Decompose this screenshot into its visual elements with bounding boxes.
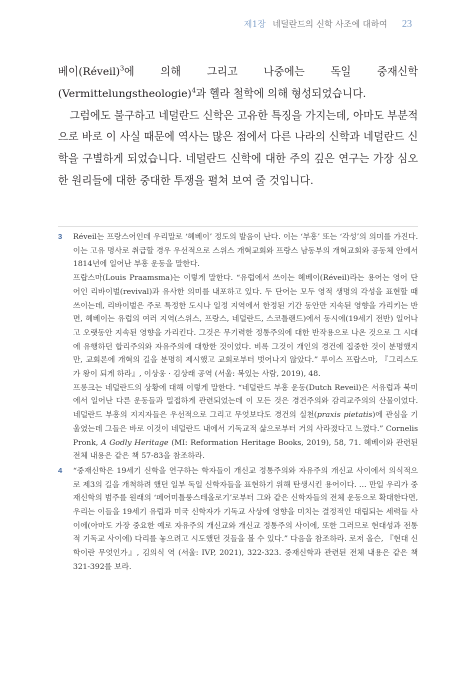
footnote-3-latin-term: praxis pietatis [317, 410, 373, 420]
footnote-4-paragraph-1: “중재신학은 19세기 신학을 연구하는 학자들이 개신교 정통주의와 자유주의 개신교 사이에서 의식적으로 제3의 길을 개척하려 했던 일부 독일 신학자들을 표현하기 위해 탄생시킨 용어이다. … 만일 우리가 중재신학의 범주를 원래의 ‘페어미틀룽스테올로기’로부터 그와 같은 신학자들의 전체 운동으로 확대한다면, 우리는 이들을 19세기 유럽과 미국 신학자가 기독교 사상에 영향을 미치는 결정적인 대립되는 세력들 사이에(아마도 가장 중요한 예로 자유주의 개신교와 개신교 정통주의 사이에, 또한 그러므로 현대성과 전통적 기독교 사이에) 다리를 놓으려고 시도했던 것들을 볼 수 있다.” 다음을 참조하라. 로저 올슨, 『현대 신학이란 무엇인가』, 김의식 역 (서울: IVP, 2021), 322-323. 중재신학과 관련된 전체 내용은 같은 책 321-392를 보라. [73, 465, 418, 571]
running-header [244, 18, 412, 30]
chapter-label: 제1장 [243, 20, 266, 30]
footnote-3 [58, 230, 418, 463]
footnote-divider [58, 226, 418, 227]
footnote-3-text-b: )에 관심을 기울였는데 그들은 바로 이것이 네덜란드 내에서 기독교적 삶으로부터 거의 사라졌다고 느꼈다.” Cornelis Pronk, [73, 410, 419, 447]
footnote-4 [58, 464, 418, 574]
footnotes [58, 230, 418, 575]
paragraph-2: 그럼에도 불구하고 네덜란드 신학은 고유한 특징을 가지는데, 아마도 부분적으로 바로 이 사실 때문에 역사는 많은 점에서 다른 나라의 신학과 네덜란드 신학을 구별하게 되었습니다. 네덜란드 신학에 대한 주의 깊은 연구는 가장 심오한 원리들에 대한 중대한 투쟁을 펼쳐 보여 줄 것입니다. [58, 109, 418, 187]
footnote-3-text-a: 프롱크는 네덜란드의 상황에 대해 이렇게 말한다. “네덜란드 부흥 운동(Dutch Reveil)은 서유럽과 북미에서 일어난 다른 운동들과 밀접하게 관련되었는데 이 모든 것은 경건주의와 감리교주의의 산물이었다. 네덜란드 부흥의 지지자들은 우선적으로 그리고 무엇보다도 경건의 실천( [73, 382, 418, 420]
paragraph-1 [58, 62, 418, 106]
footnote-3-paragraph-2: 프랍스마(Louis Praamsma)는 이렇게 말한다. “유럽에서 쓰이는 혜베이(Réveil)라는 용어는 영어 단어인 리바이벌(revival)과 유사한 의미를 내포하고 있다. 두 단어는 모두 영적 생명의 각성을 표현할 때 쓰이는데, 리바이벌은 주로 특정한 도시나 일정 지역에서 한정된 기간 동안만 지속된 영향을 가리키는 반면, 혜베이는 유럽의 여러 지역(스위스, 프랑스, 네덜란드, 스코틀랜드)에서 동시에(19세기 전반) 일어나고 오랫동안 지속된 영향을 가리킨다. 그것은 무기력한 정통주의에 대한 반작용으로 나온 것으로 그 시대에 유행하던 합리주의와 자유주의에 대항한 것이었다. 비록 그것이 개인의 경건에 집중한 것이 분명했지만, 교회론에 개혁의 길을 분명히 제시했고 교회로부터 벗어나지 않았다.” 루이스 프랍스마, 『그리스도가 왕이 되게 하라』, 이상웅 · 김상래 공역 (서울: 복있는 사람, 2019), 48. [73, 273, 418, 379]
paragraph-1-part-a: 베이(Réveil) [58, 66, 121, 78]
footnote-number: 3 [58, 232, 63, 241]
page-number: 23 [402, 19, 412, 30]
footnote-number: 4 [58, 465, 63, 475]
paragraph-1-part-c: 과 헬라 철학에 의해 형성되었습니다. [195, 87, 367, 100]
main-text [58, 62, 418, 193]
footnote-3-text-c: (MI: Reformation Heritage Books, 2019), 58, 71. 혜베이와 관련된 전체 내용은 같은 책 57-83을 참조하라. [73, 437, 418, 461]
footnote-3-book-title: A Godly Heritage [101, 437, 169, 447]
chapter-title: 네덜란드의 신학 사조에 대하여 [272, 20, 388, 30]
paragraph-1-part-b: 에 의해 그리고 나중에는 독일 중재신학(Vermittelungstheologie) [58, 66, 418, 100]
footnote-ref-3[interactable]: 3 [120, 64, 125, 73]
footnote-3-paragraph-3 [73, 381, 418, 463]
footnote-ref-4[interactable]: 4 [191, 86, 196, 95]
footnote-3-paragraph-1: Réveil는 프랑스어인데 우리말로 ‘혜베이’ 정도의 발음이 난다. 이는 ‘부흥’ 또는 ‘각성’의 의미를 가진다. 이는 고유 명사로 취급할 경우 우선적으로 스위스 개혁교회와 프랑스 남동부의 개혁교회와 공동체 안에서 1814년에 일어난 부흥 운동을 말한다. [73, 232, 418, 269]
